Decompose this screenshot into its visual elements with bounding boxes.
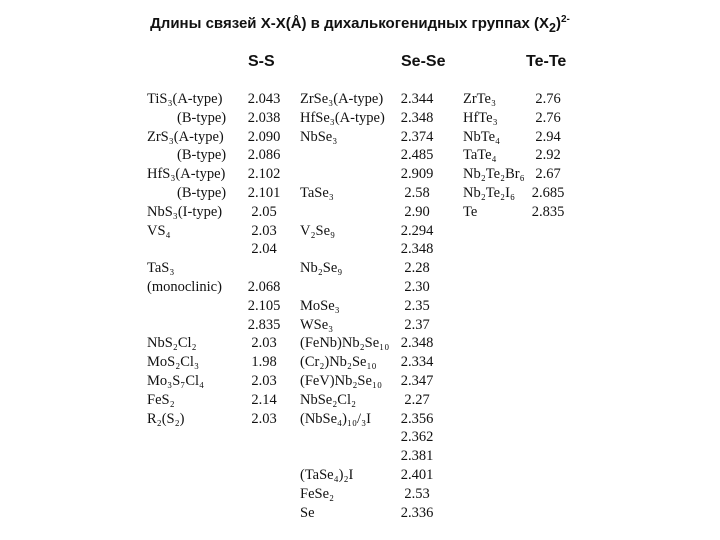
compound-cell: Nb₂Se₉ — [300, 260, 343, 277]
bond-length-value: 2.835 — [247, 316, 281, 333]
compound-cell: NbS₂Cl₂ — [147, 335, 197, 352]
bond-length-value: 2.94 — [535, 128, 561, 145]
compound-cell: (B-type) — [177, 109, 227, 126]
bond-length-value: 2.356 — [400, 410, 434, 427]
bond-length-value: 2.67 — [535, 166, 561, 183]
title-subscript: 2 — [549, 21, 556, 35]
bond-length-value: 2.28 — [404, 260, 430, 277]
bond-length-value: 2.086 — [247, 147, 281, 164]
bond-length-value: 2.334 — [400, 354, 434, 371]
bond-length-value: 2.27 — [404, 391, 430, 408]
compound-cell: FeSe₂ — [300, 485, 335, 502]
title-superscript: 2- — [560, 14, 570, 25]
bond-length-value: 2.35 — [404, 297, 430, 314]
bond-length-value: 2.038 — [247, 109, 281, 126]
bond-length-value: 1.98 — [251, 354, 277, 371]
compound-cell: WSe₃ — [300, 316, 334, 333]
bond-length-value: 2.835 — [531, 203, 565, 220]
bond-length-value: 2.30 — [404, 279, 430, 295]
bond-length-value: 2.04 — [251, 241, 277, 258]
bond-length-value: 2.685 — [531, 185, 565, 201]
bond-length-value: 2.101 — [247, 185, 281, 201]
bond-length-value: 2.03 — [251, 373, 277, 389]
compound-cell: TaTe₄ — [463, 147, 497, 164]
bond-length-value: 2.92 — [535, 147, 561, 164]
compound-cell: NbTe₄ — [463, 128, 501, 145]
compound-cell: NbSe₃ — [300, 128, 338, 145]
bond-length-value: 2.76 — [535, 109, 561, 126]
bond-length-value: 2.90 — [404, 203, 430, 220]
bond-length-value: 2.58 — [404, 185, 430, 201]
compound-cell: (monoclinic) — [147, 279, 222, 295]
bond-length-value: 2.105 — [247, 297, 281, 314]
compound-cell: (FeNb)Nb₂Se₁₀ — [300, 335, 390, 352]
compound-cell: (FeV)Nb₂Se₁₀ — [300, 373, 383, 389]
compound-cell: TiS₃(A-type) — [147, 91, 223, 107]
title-text: Длины связей X-X(Å) в дихалькогенидных группах (X — [150, 15, 550, 32]
bond-length-value: 2.374 — [400, 128, 434, 145]
compound-cell: TaSe₃ — [300, 185, 334, 201]
compound-cell: NbSe₂Cl₂ — [300, 391, 357, 408]
bond-length-value: 2.336 — [400, 504, 434, 521]
compound-cell: ZrS₃(A-type) — [147, 128, 224, 145]
compound-cell: ZrTe₃ — [463, 91, 497, 107]
compound-cell: (NbSe₄)₁₀/₃I — [300, 410, 371, 427]
bond-length-value: 2.909 — [400, 166, 434, 183]
compound-cell: (B-type) — [177, 185, 227, 201]
compound-cell: VS₄ — [147, 222, 171, 239]
compound-cell: MoSe₃ — [300, 297, 340, 314]
bond-length-value: 2.03 — [251, 222, 277, 239]
bond-length-value: 2.401 — [400, 467, 434, 483]
bond-length-value: 2.381 — [400, 448, 434, 465]
bond-length-value: 2.05 — [251, 203, 277, 220]
bond-length-value: 2.090 — [247, 128, 281, 145]
compound-cell: V₂Se₉ — [300, 222, 336, 239]
bond-length-value: 2.485 — [400, 147, 434, 164]
bond-length-value: 2.068 — [247, 279, 281, 295]
bond-length-value: 2.76 — [535, 91, 561, 107]
bond-length-value: 2.347 — [400, 373, 434, 389]
compound-cell: HfSe₃(A-type) — [300, 109, 385, 126]
title-close: ) — [555, 15, 561, 32]
page-title — [0, 14, 720, 35]
compound-cell: TaS₃ — [147, 260, 175, 277]
bond-length-value: 2.53 — [404, 485, 430, 502]
bond-length-value: 2.03 — [251, 335, 277, 352]
compound-cell: (B-type) — [177, 147, 227, 164]
compound-cell: Te — [463, 203, 478, 220]
bond-length-value: 2.348 — [400, 109, 434, 126]
compound-cell: R₂(S₂) — [147, 410, 185, 427]
compound-cell: Se — [300, 504, 315, 521]
bond-length-value: 2.294 — [400, 222, 434, 239]
compound-cell: Nb₂Te₂I₆ — [463, 185, 515, 201]
bond-length-value: 2.102 — [247, 166, 281, 183]
header-ss: S-S — [248, 53, 275, 70]
bond-length-value: 2.043 — [247, 91, 281, 107]
header-sese: Se-Se — [401, 53, 446, 70]
compound-cell: ZrSe₃(A-type) — [300, 91, 384, 107]
compound-cell: HfTe₃ — [463, 109, 498, 126]
bond-length-value: 2.344 — [400, 91, 434, 107]
compound-cell: MoS₂Cl₃ — [147, 354, 200, 371]
bond-length-value: 2.348 — [400, 241, 434, 258]
compound-cell: NbS₃(I-type) — [147, 203, 223, 220]
bond-length-value: 2.348 — [400, 335, 434, 352]
bond-length-value: 2.362 — [400, 429, 434, 446]
bond-length-value: 2.03 — [251, 410, 277, 427]
header-tete: Te-Te — [526, 53, 567, 70]
compound-cell: Nb₂Te₂Br₆ — [463, 166, 525, 183]
bond-length-value: 2.37 — [404, 316, 430, 333]
compound-cell: HfS₃(A-type) — [147, 166, 226, 183]
compound-cell: (Cr₂)Nb₂Se₁₀ — [300, 354, 377, 371]
compound-cell: FeS₂ — [147, 391, 175, 408]
compound-cell: Mo₃S₇Cl₄ — [147, 373, 205, 389]
bond-length-value: 2.14 — [251, 391, 277, 408]
compound-cell: (TaSe₄)₂I — [300, 467, 354, 483]
